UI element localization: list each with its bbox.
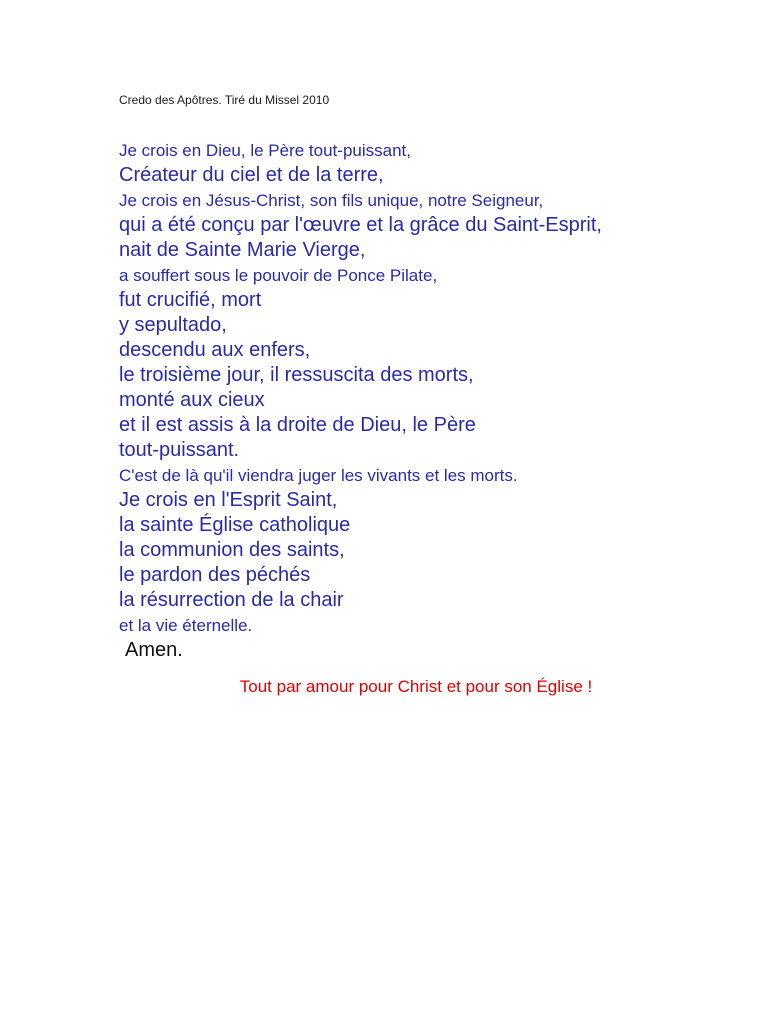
creed-line: monté aux cieux [119, 389, 265, 411]
creed-line: le pardon des péchés [119, 564, 311, 586]
creed-line: le troisième jour, il ressuscita des morts, [119, 364, 474, 386]
creed-line: la résurrection de la chair [119, 589, 344, 611]
creed-line: Je crois en l'Esprit Saint, [119, 489, 338, 511]
creed-line: nait de Sainte Marie Vierge, [119, 239, 366, 261]
creed-line: la sainte Église catholique [119, 514, 351, 536]
amen-text: Amen. [125, 639, 183, 661]
creed-line: et la vie éternelle. [119, 616, 253, 635]
creed-line: Je crois en Jésus-Christ, son fils unique, notre Seigneur, [119, 191, 544, 210]
creed-line: la communion des saints, [119, 539, 345, 561]
creed-line: y sepultado, [119, 314, 227, 336]
creed-line: Je crois en Dieu, le Père tout-puissant, [119, 141, 411, 160]
creed-text [119, 138, 739, 663]
document-header: Credo des Apôtres. Tiré du Missel 2010 [119, 93, 330, 107]
creed-line: fut crucifié, mort [119, 289, 262, 311]
creed-line: descendu aux enfers, [119, 339, 311, 361]
tagline: Tout par amour pour Christ et pour son Église ! [239, 677, 593, 696]
creed-line: et il est assis à la droite de Dieu, le Père [119, 414, 476, 436]
creed-line: tout-puissant. [119, 439, 240, 461]
creed-line: qui a été conçu par l'œuvre et la grâce du Saint-Esprit, [119, 214, 602, 236]
creed-line: C'est de là qu'il viendra juger les vivants et les morts. [119, 466, 518, 485]
creed-line: a souffert sous le pouvoir de Ponce Pilate, [119, 266, 438, 285]
creed-line: Créateur du ciel et de la terre, [119, 164, 384, 186]
